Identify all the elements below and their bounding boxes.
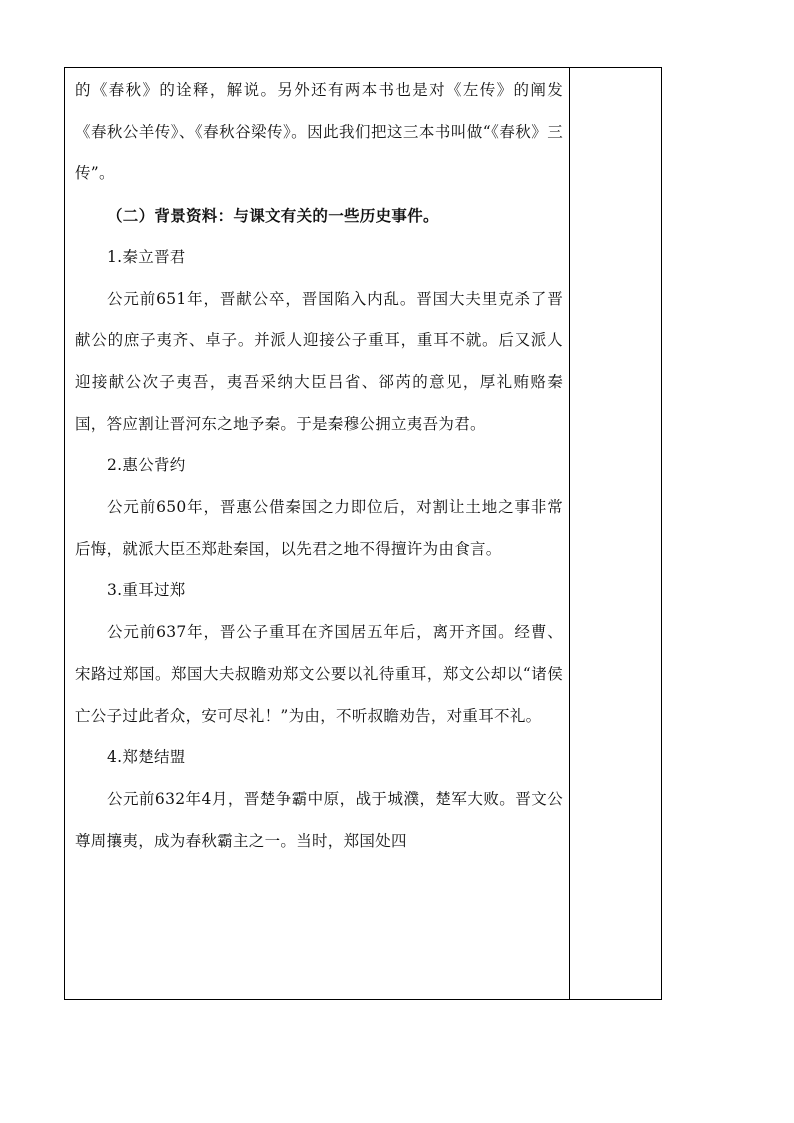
event-paragraph-1: 公元前651年，晋献公卒，晋国陷入内乱。晋国大夫里克杀了晋献公的庶子夷齐、卓子。并派人迎接公子重耳，重耳不就。后又派人迎接献公次子夷吾，夷吾采纳大臣吕省、郤芮的意见，厚礼贿赂秦国，答应割让晋河东之地予秦。于是秦穆公拥立夷吾为君。 xyxy=(75,289,563,433)
paragraph-continuation: 的《春秋》的诠释，解说。另外还有两本书也是对《左传》的阐发《春秋公羊传》、《春秋谷梁传》。因此我们把这三本书叫做“《春秋》三传”。 xyxy=(75,81,563,183)
event-paragraph-3: 公元前637年，晋公子重耳在齐国居五年后，离开齐国。经曹、宋路过郑国。郑国大夫叔瞻劝郑文公要以礼待重耳，郑文公却以“诸侯亡公子过此者众，安可尽礼！”为由，不听叔瞻劝告，对重耳不礼。 xyxy=(75,623,563,725)
document-table xyxy=(64,67,662,1000)
event-paragraph-4: 公元前632年4月，晋楚争霸中原，战于城濮，楚军大败。晋文公尊周攘夷，成为春秋霸主之一。当时，郑国处四 xyxy=(75,789,563,850)
section-heading-background: （二）背景资料：与课文有关的一些历史事件。 xyxy=(107,206,439,226)
event-heading-2: 2.惠公背约 xyxy=(107,456,186,475)
side-notes-cell xyxy=(570,68,661,999)
event-paragraph-2: 公元前650年，晋惠公借秦国之力即位后，对割让土地之事非常后悔，就派大臣丕郑赴秦国，以先君之地不得擅许为由食言。 xyxy=(75,498,563,558)
event-heading-4: 4.郑楚结盟 xyxy=(107,748,186,767)
event-heading-1: 1.秦立晋君 xyxy=(107,247,186,266)
event-heading-3: 3.重耳过郑 xyxy=(107,581,186,600)
main-content-cell xyxy=(65,68,570,999)
